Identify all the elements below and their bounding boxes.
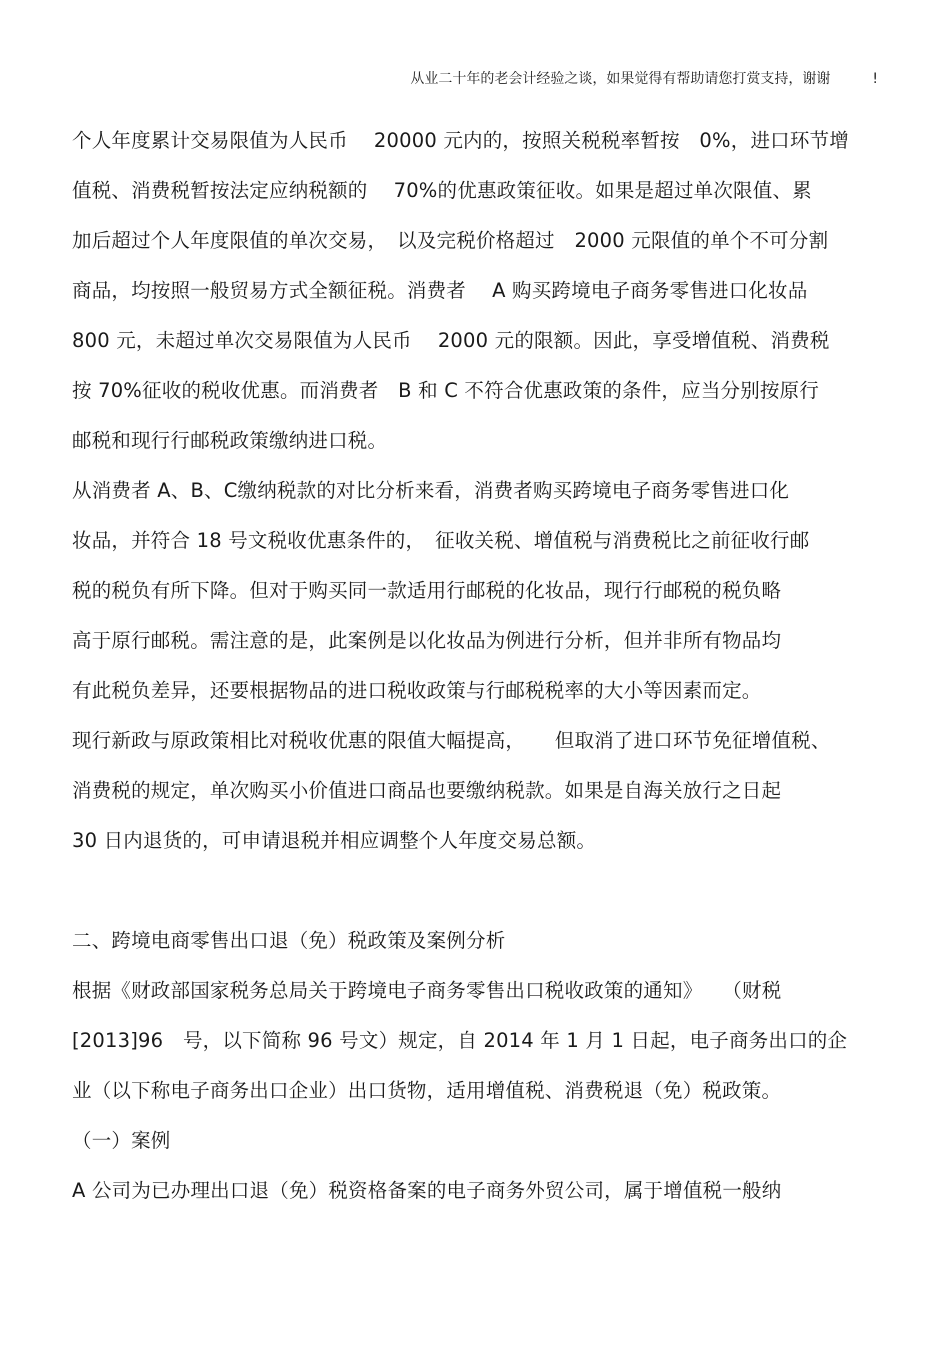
- paragraph-line: 30 日内退货的，可申请退税并相应调整个人年度交易总额。: [72, 829, 597, 852]
- paragraph-line: 邮税和现行行邮税政策缴纳进口税。: [72, 429, 388, 452]
- page-header-note: 从业二十年的老会计经验之谈，如果觉得有帮助请您打赏支持，谢谢 !: [410, 71, 878, 87]
- paragraph-line: 妆品，并符合 18 号文税收优惠条件的， 征收关税、增值税与消费税比之前征收行邮: [72, 529, 810, 552]
- paragraph-line: 加后超过个人年度限值的单次交易， 以及完税价格超过 2000 元限值的单个不可分割: [72, 229, 829, 252]
- paragraph-line: 个人年度累计交易限值为人民币 20000 元内的，按照关税税率暂按 0%，进口环节增: [72, 129, 849, 152]
- paragraph-line: [2013]96 号，以下简称 96 号文）规定，自 2014 年 1 月 1 日起，电子商务出口的企: [72, 1029, 848, 1052]
- paragraph-line: 根据《财政部国家税务总局关于跨境电子商务零售出口税收政策的通知》 （财税: [72, 979, 782, 1002]
- paragraph-line: 800 元，未超过单次交易限值为人民币 2000 元的限额。因此，享受增值税、消费税: [72, 329, 830, 352]
- paragraph-line: A 公司为已办理出口退（免）税资格备案的电子商务外贸公司，属于增值税一般纳: [72, 1179, 782, 1202]
- paragraph-line: 从消费者 A、B、C缴纳税款的对比分析来看，消费者购买跨境电子商务零售进口化: [72, 479, 790, 502]
- paragraph-line: 有此税负差异，还要根据物品的进口税收政策与行邮税税率的大小等因素而定。: [72, 679, 762, 702]
- paragraph-line: 业（以下称电子商务出口企业）出口货物，适用增值税、消费税退（免）税政策。: [72, 1079, 782, 1102]
- paragraph-line: 商品，均按照一般贸易方式全额征税。消费者 A 购买跨境电子商务零售进口化妆品: [72, 279, 808, 302]
- section-heading: 二、跨境电商零售出口退（免）税政策及案例分析: [72, 929, 506, 952]
- paragraph-line: 消费税的规定，单次购买小价值进口商品也要缴纳税款。如果是自海关放行之日起: [72, 779, 782, 802]
- paragraph-line: 值税、消费税暂按法定应纳税额的 70%的优惠政策征收。如果是超过单次限值、累: [72, 179, 812, 202]
- paragraph-line: 高于原行邮税。需注意的是，此案例是以化妆品为例进行分析，但并非所有物品均: [72, 629, 782, 652]
- paragraph-line: 税的税负有所下降。但对于购买同一款适用行邮税的化妆品，现行行邮税的税负略: [72, 579, 782, 602]
- subsection-heading: （一）案例: [72, 1129, 171, 1152]
- paragraph-line: 按 70%征收的税收优惠。而消费者 B 和 C 不符合优惠政策的条件，应当分别按原行: [72, 379, 820, 402]
- paragraph-line: 现行新政与原政策相比对税收优惠的限值大幅提高， 但取消了进口环节免征增值税、: [72, 729, 831, 752]
